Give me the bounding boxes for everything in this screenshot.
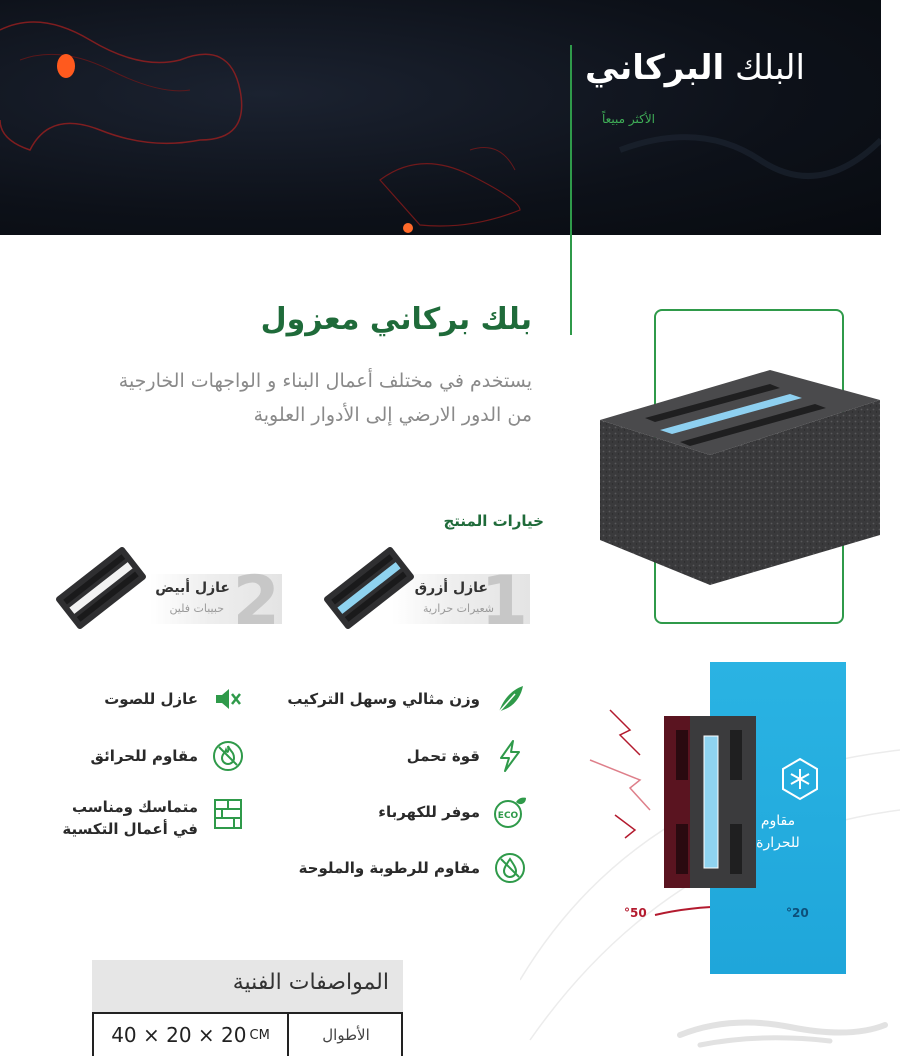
feature-light-weight: [287, 681, 528, 717]
brand-tagline: الأكثر مبيعاً: [601, 112, 655, 126]
feature-strength: [407, 738, 528, 774]
spec-name: الأطوال: [322, 1026, 370, 1044]
options-title: خيارات المنتج: [443, 512, 544, 530]
brand-title-bold: البركاني: [585, 48, 725, 88]
option-blue-image: [318, 538, 420, 638]
specs-header: [92, 960, 403, 1012]
feature-label: [62, 796, 198, 840]
feature-label: مقاوم للحرائق: [90, 747, 198, 765]
watermark-logo: [670, 1005, 895, 1055]
thermal-label-line2: للحرارة: [756, 835, 800, 851]
thermal-label: [710, 810, 846, 854]
option-sub: حبيبات فلين: [169, 602, 224, 615]
snowflake-icon: [778, 757, 822, 801]
option-name: عازل أزرق: [414, 580, 488, 596]
feature-label-line2: في أعمال التكسية: [62, 820, 198, 838]
specs-title: المواصفات الفنية: [232, 970, 389, 995]
product-title: بلك بركاني معزول: [260, 302, 532, 337]
spec-value-cell: [94, 1014, 289, 1056]
feature-sound-insulation: [104, 681, 246, 717]
feature-energy-saving: [378, 794, 528, 830]
thermal-label-line1: مقاوم: [760, 813, 796, 829]
option-number: 2: [232, 562, 280, 641]
thermal-block-image: [664, 716, 758, 888]
feature-moisture-resistant: [299, 850, 528, 886]
feature-label: وزن مثالي وسهل التركيب: [287, 690, 480, 708]
svg-text:ECO: ECO: [497, 811, 519, 821]
product-description: يستخدم في مختلف أعمال البناء و الواجهات الخارجية من الدور الارضي إلى الأدوار العلوية: [118, 370, 532, 426]
feature-label: عازل للصوت: [104, 690, 198, 708]
specs-row: [92, 1012, 403, 1056]
brand-title: [585, 48, 805, 88]
spec-name-cell: [291, 1014, 401, 1056]
feature-cladding: [62, 796, 246, 840]
no-fire-icon: [210, 738, 246, 774]
feature-label: موفر للكهرباء: [378, 803, 480, 821]
option-name: عازل أبيض: [155, 580, 230, 596]
option-white[interactable]: [150, 562, 282, 641]
cladding-icon: [210, 796, 246, 832]
cold-value: 20: [792, 906, 809, 920]
option-white-image: [50, 538, 152, 638]
spec-value: 40 × 20 × 20: [111, 1023, 247, 1047]
divider-line: [570, 45, 572, 335]
option-sub: شعيرات حرارية: [422, 602, 494, 615]
hot-temperature: °50: [624, 906, 647, 920]
option-number: 1: [480, 562, 528, 641]
feature-label: مقاوم للرطوبة والملوحة: [298, 859, 480, 877]
feature-label: قوة تحمل: [406, 747, 480, 765]
spec-unit: CM: [249, 1027, 270, 1043]
insulated-block-image: [590, 360, 890, 600]
brand-title-light: البلك: [735, 48, 805, 88]
cold-temperature: °20: [786, 906, 809, 920]
hot-value: 50: [630, 906, 647, 920]
lava-texture: [0, 0, 881, 235]
mute-icon: [210, 681, 246, 717]
feature-label-line1: متماسك ومناسب: [71, 798, 198, 816]
lava-banner: [0, 0, 881, 235]
feature-fire-resistant: [91, 738, 246, 774]
